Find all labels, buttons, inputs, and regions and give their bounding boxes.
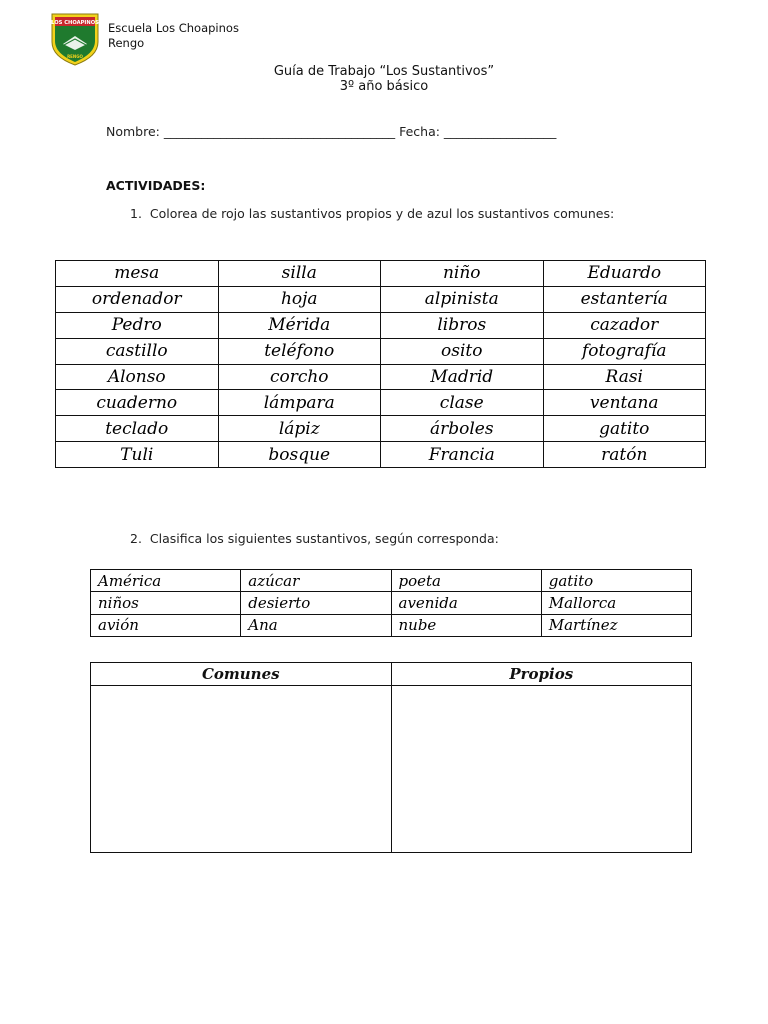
word-cell: avenida (391, 592, 541, 614)
table-row (91, 686, 692, 853)
word-cell: teclado (56, 416, 219, 442)
table-row (91, 592, 692, 614)
word-cell: Martínez (541, 614, 691, 636)
word-cell: silla (218, 261, 381, 287)
word-cell: Madrid (381, 364, 544, 390)
word-cell: ventana (543, 390, 706, 416)
school-city: Rengo (108, 36, 145, 50)
activity1-instruction (130, 206, 614, 221)
word-cell: osito (381, 338, 544, 364)
word-cell: gatito (541, 570, 691, 592)
word-cell: Mallorca (541, 592, 691, 614)
table-row (56, 390, 706, 416)
activity1-number: 1. (130, 206, 142, 221)
word-cell: poeta (391, 570, 541, 592)
activities-heading: ACTIVIDADES: (106, 178, 206, 193)
name-date-line: Nombre: _____________________________________ Fecha: __________________ (106, 124, 557, 139)
school-name: Escuela Los Choapinos (108, 21, 239, 35)
word-cell: cazador (543, 312, 706, 338)
table-row (91, 614, 692, 636)
activity2-instruction (130, 531, 499, 546)
comunes-column-header: Comunes (91, 663, 392, 686)
word-cell: hoja (218, 286, 381, 312)
word-cell: castillo (56, 338, 219, 364)
word-cell: nube (391, 614, 541, 636)
word-cell: avión (91, 614, 241, 636)
table-row (91, 570, 692, 592)
activity2-number: 2. (130, 531, 142, 546)
word-cell: Ana (241, 614, 391, 636)
nouns-coloring-table (55, 260, 706, 468)
word-cell: azúcar (241, 570, 391, 592)
school-info (108, 21, 239, 51)
word-cell: alpinista (381, 286, 544, 312)
word-cell: Mérida (218, 312, 381, 338)
word-cell: niño (381, 261, 544, 287)
nouns-word-bank-table (90, 569, 692, 637)
table-row (56, 442, 706, 468)
crest-text: LOS CHOAPINOS (51, 20, 99, 26)
table-row (56, 364, 706, 390)
table-row (56, 261, 706, 287)
word-cell: lápiz (218, 416, 381, 442)
table-row (56, 338, 706, 364)
word-cell: Eduardo (543, 261, 706, 287)
word-cell: árboles (381, 416, 544, 442)
word-cell: niños (91, 592, 241, 614)
word-cell: ordenador (56, 286, 219, 312)
word-cell: América (91, 570, 241, 592)
word-cell: teléfono (218, 338, 381, 364)
table-row (56, 286, 706, 312)
word-cell: libros (381, 312, 544, 338)
worksheet-title: Guía de Trabajo “Los Sustantivos” (273, 64, 495, 79)
school-crest-logo (50, 12, 100, 66)
word-cell: bosque (218, 442, 381, 468)
classification-table (90, 662, 692, 853)
word-cell: ratón (543, 442, 706, 468)
comunes-answer-area[interactable] (91, 686, 392, 853)
propios-column-header: Propios (391, 663, 692, 686)
word-cell: Rasi (543, 364, 706, 390)
word-cell: Francia (381, 442, 544, 468)
word-cell: Pedro (56, 312, 219, 338)
table-row (56, 312, 706, 338)
word-cell: cuaderno (56, 390, 219, 416)
activity1-text: Colorea de rojo las sustantivos propios y de azul los sustantivos comunes: (149, 206, 615, 221)
propios-answer-area[interactable] (391, 686, 692, 853)
table-row (56, 416, 706, 442)
word-cell: fotografía (543, 338, 706, 364)
word-cell: desierto (241, 592, 391, 614)
word-cell: corcho (218, 364, 381, 390)
word-cell: Tuli (56, 442, 219, 468)
word-cell: lámpara (218, 390, 381, 416)
word-cell: clase (381, 390, 544, 416)
table-header-row (91, 663, 692, 686)
word-cell: estantería (543, 286, 706, 312)
crest-subtext: RENGO (67, 54, 83, 59)
word-cell: mesa (56, 261, 219, 287)
activity2-text: Clasifica los siguientes sustantivos, según corresponda: (149, 531, 499, 546)
word-cell: gatito (543, 416, 706, 442)
word-cell: Alonso (56, 364, 219, 390)
worksheet-grade: 3º año básico (339, 79, 429, 94)
